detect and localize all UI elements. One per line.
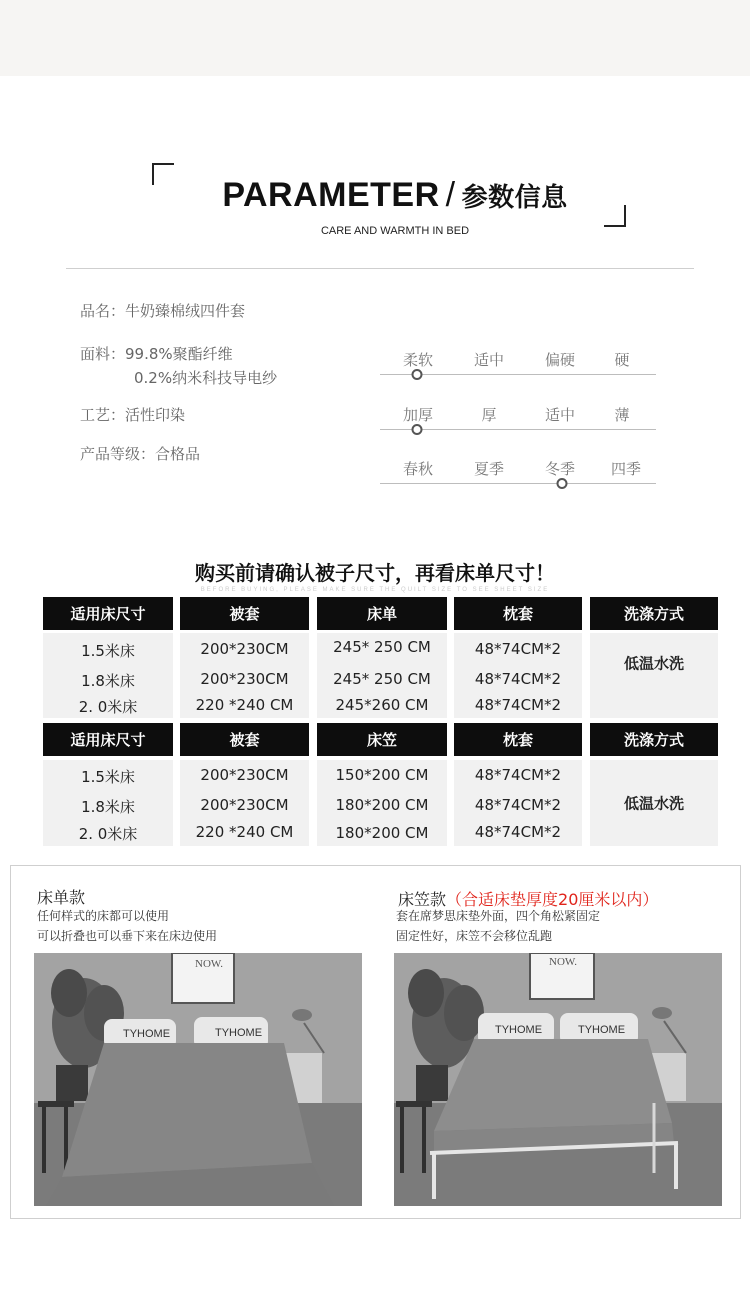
thickness-scale: [380, 404, 656, 426]
sheet-style-title: 床单款: [37, 888, 86, 907]
table1-header-sheet: 床单: [317, 597, 447, 630]
table2-col-wash: [590, 760, 718, 846]
table-cell: 1.8米床: [81, 672, 135, 690]
scale-label: 春秋: [402, 460, 434, 478]
spec-material: [80, 343, 233, 364]
section-title: [0, 176, 750, 215]
table-cell: 245*260 CM: [335, 696, 429, 714]
top-banner-strip: [0, 0, 750, 76]
table2-header-duvet: 被套: [180, 723, 309, 756]
table-cell: 180*200 CM: [335, 796, 429, 814]
scale-label: 四季: [610, 460, 642, 478]
table-cell: 1.5米床: [81, 642, 135, 660]
table-cell: 2. 0米床: [78, 825, 138, 843]
sheet-style-desc: [37, 906, 217, 946]
scale-label: 薄: [614, 406, 630, 424]
spec-grade: [80, 443, 200, 464]
title-cn: 参数信息: [461, 183, 568, 213]
table-cell: 48*74CM*2: [474, 640, 562, 658]
scale-label: 适中: [544, 406, 576, 424]
fitted-style-desc: [396, 906, 600, 946]
scale-label: 硬: [614, 351, 630, 369]
spec-label: 品名：: [80, 302, 126, 320]
table2-header-pillowcase: 枕套: [454, 723, 582, 756]
poster-text: NOW.: [549, 956, 578, 968]
table-cell: 200*230CM: [200, 766, 289, 784]
table2-header-wash: 洗涤方式: [590, 723, 718, 756]
table2-col-pillowcase: [454, 760, 582, 846]
table-cell: 200*230CM: [200, 796, 289, 814]
table2-col-bed-size: [43, 760, 173, 846]
sheet-desc-line: 可以折叠也可以垂下来在床边使用: [37, 929, 218, 943]
table1-header-pillowcase: 枕套: [454, 597, 582, 630]
divider: [66, 268, 694, 269]
scale-label: 偏硬: [544, 351, 576, 369]
table-cell: 48*74CM*2: [474, 766, 562, 784]
scale-indicator-dot: [412, 424, 423, 435]
scale-line: [380, 483, 656, 484]
spec-label: 产品等级：: [80, 445, 156, 463]
fitted-desc-line: 套在席梦思床垫外面，四个角松紧固定: [396, 909, 601, 923]
spec-value: 合格品: [155, 445, 201, 463]
table-cell: 220 *240 CM: [195, 696, 294, 714]
table1-header-bed-size: 适用床尺寸: [43, 597, 173, 630]
table1-header-wash: 洗涤方式: [590, 597, 718, 630]
spec-value: 99.8%聚酯纤维: [125, 345, 233, 363]
table1-col-wash: [590, 633, 718, 718]
scale-label: 柔软: [402, 351, 434, 369]
table2-col-duvet: [180, 760, 309, 846]
table1-header-duvet: 被套: [180, 597, 309, 630]
pillow-text-left: TYHOME: [123, 1028, 171, 1040]
table1-col-duvet: [180, 633, 309, 718]
table2-header-bed-size: 适用床尺寸: [43, 723, 173, 756]
size-notice-en: BEFORE BUYING, PLEASE MAKE SURE THE QUILT SIZE TO SEE SHEET SIZE: [200, 587, 550, 593]
softness-scale: [380, 349, 656, 371]
table1-col-pillowcase: [454, 633, 582, 718]
fitted-desc-line: 固定性好，床笠不会移位乱跑: [396, 929, 553, 943]
table2-col-fitted-sheet: [317, 760, 447, 846]
title-separator: /: [445, 176, 456, 214]
fitted-title-note: （合适床垫厚度20厘米以内）: [446, 890, 659, 909]
table-cell: 200*230CM: [200, 670, 289, 688]
sheet-desc-line: 任何样式的床都可以使用: [37, 909, 170, 923]
table-cell: 48*74CM*2: [474, 696, 562, 714]
spec-value: 牛奶臻棉绒四件套: [125, 302, 246, 320]
fitted-sheet-photo: [394, 953, 722, 1206]
size-notice: 购买前请确认被子尺寸，再看床单尺寸！: [195, 561, 555, 585]
table-cell: 245* 250 CM: [333, 670, 431, 688]
table-cell: 48*74CM*2: [474, 823, 562, 841]
scale-label: 冬季: [544, 460, 576, 478]
scale-indicator-dot: [412, 369, 423, 380]
scale-label: 加厚: [402, 406, 434, 424]
scale-label: 厚: [481, 406, 497, 424]
table-cell-wash: 低温水洗: [623, 654, 684, 673]
table-cell: 180*200 CM: [335, 824, 429, 842]
table-cell: 48*74CM*2: [474, 796, 562, 814]
table-cell: 220 *240 CM: [195, 823, 294, 841]
pillow-text-left: TYHOME: [495, 1024, 543, 1036]
table-cell: 245* 250 CM: [333, 638, 431, 656]
spec-label: 工艺：: [80, 406, 126, 424]
title-en: PARAMETER: [222, 176, 440, 214]
table-cell: 2. 0米床: [78, 698, 138, 716]
spec-label: 面料：: [80, 345, 126, 363]
spec-value: 活性印染: [125, 406, 186, 424]
table-cell: 200*230CM: [200, 640, 289, 658]
spec-product-name: [80, 300, 245, 321]
table-cell: 150*200 CM: [335, 766, 429, 784]
table2-header-fitted-sheet: 床笠: [317, 723, 447, 756]
table-cell: 48*74CM*2: [474, 670, 562, 688]
table-cell: 1.5米床: [81, 768, 135, 786]
pillow-text-right: TYHOME: [578, 1024, 626, 1036]
spec-process: [80, 404, 185, 425]
fitted-title-text: 床笠款: [398, 890, 447, 909]
poster-text: NOW.: [195, 958, 224, 970]
pillow-text-right: TYHOME: [215, 1027, 263, 1039]
season-scale: [380, 458, 656, 480]
spec-material-line2: 0.2%纳米科技导电纱: [134, 369, 278, 387]
scale-indicator-dot: [557, 478, 568, 489]
section-subtitle: CARE AND WARMTH IN BED: [320, 225, 470, 237]
table-cell: 1.8米床: [81, 798, 135, 816]
table1-col-sheet: [317, 633, 447, 718]
scale-label: 适中: [473, 351, 505, 369]
scale-label: 夏季: [473, 460, 505, 478]
flat-sheet-photo: [34, 953, 362, 1206]
table-cell-wash: 低温水洗: [623, 794, 684, 813]
table1-col-bed-size: [43, 633, 173, 718]
